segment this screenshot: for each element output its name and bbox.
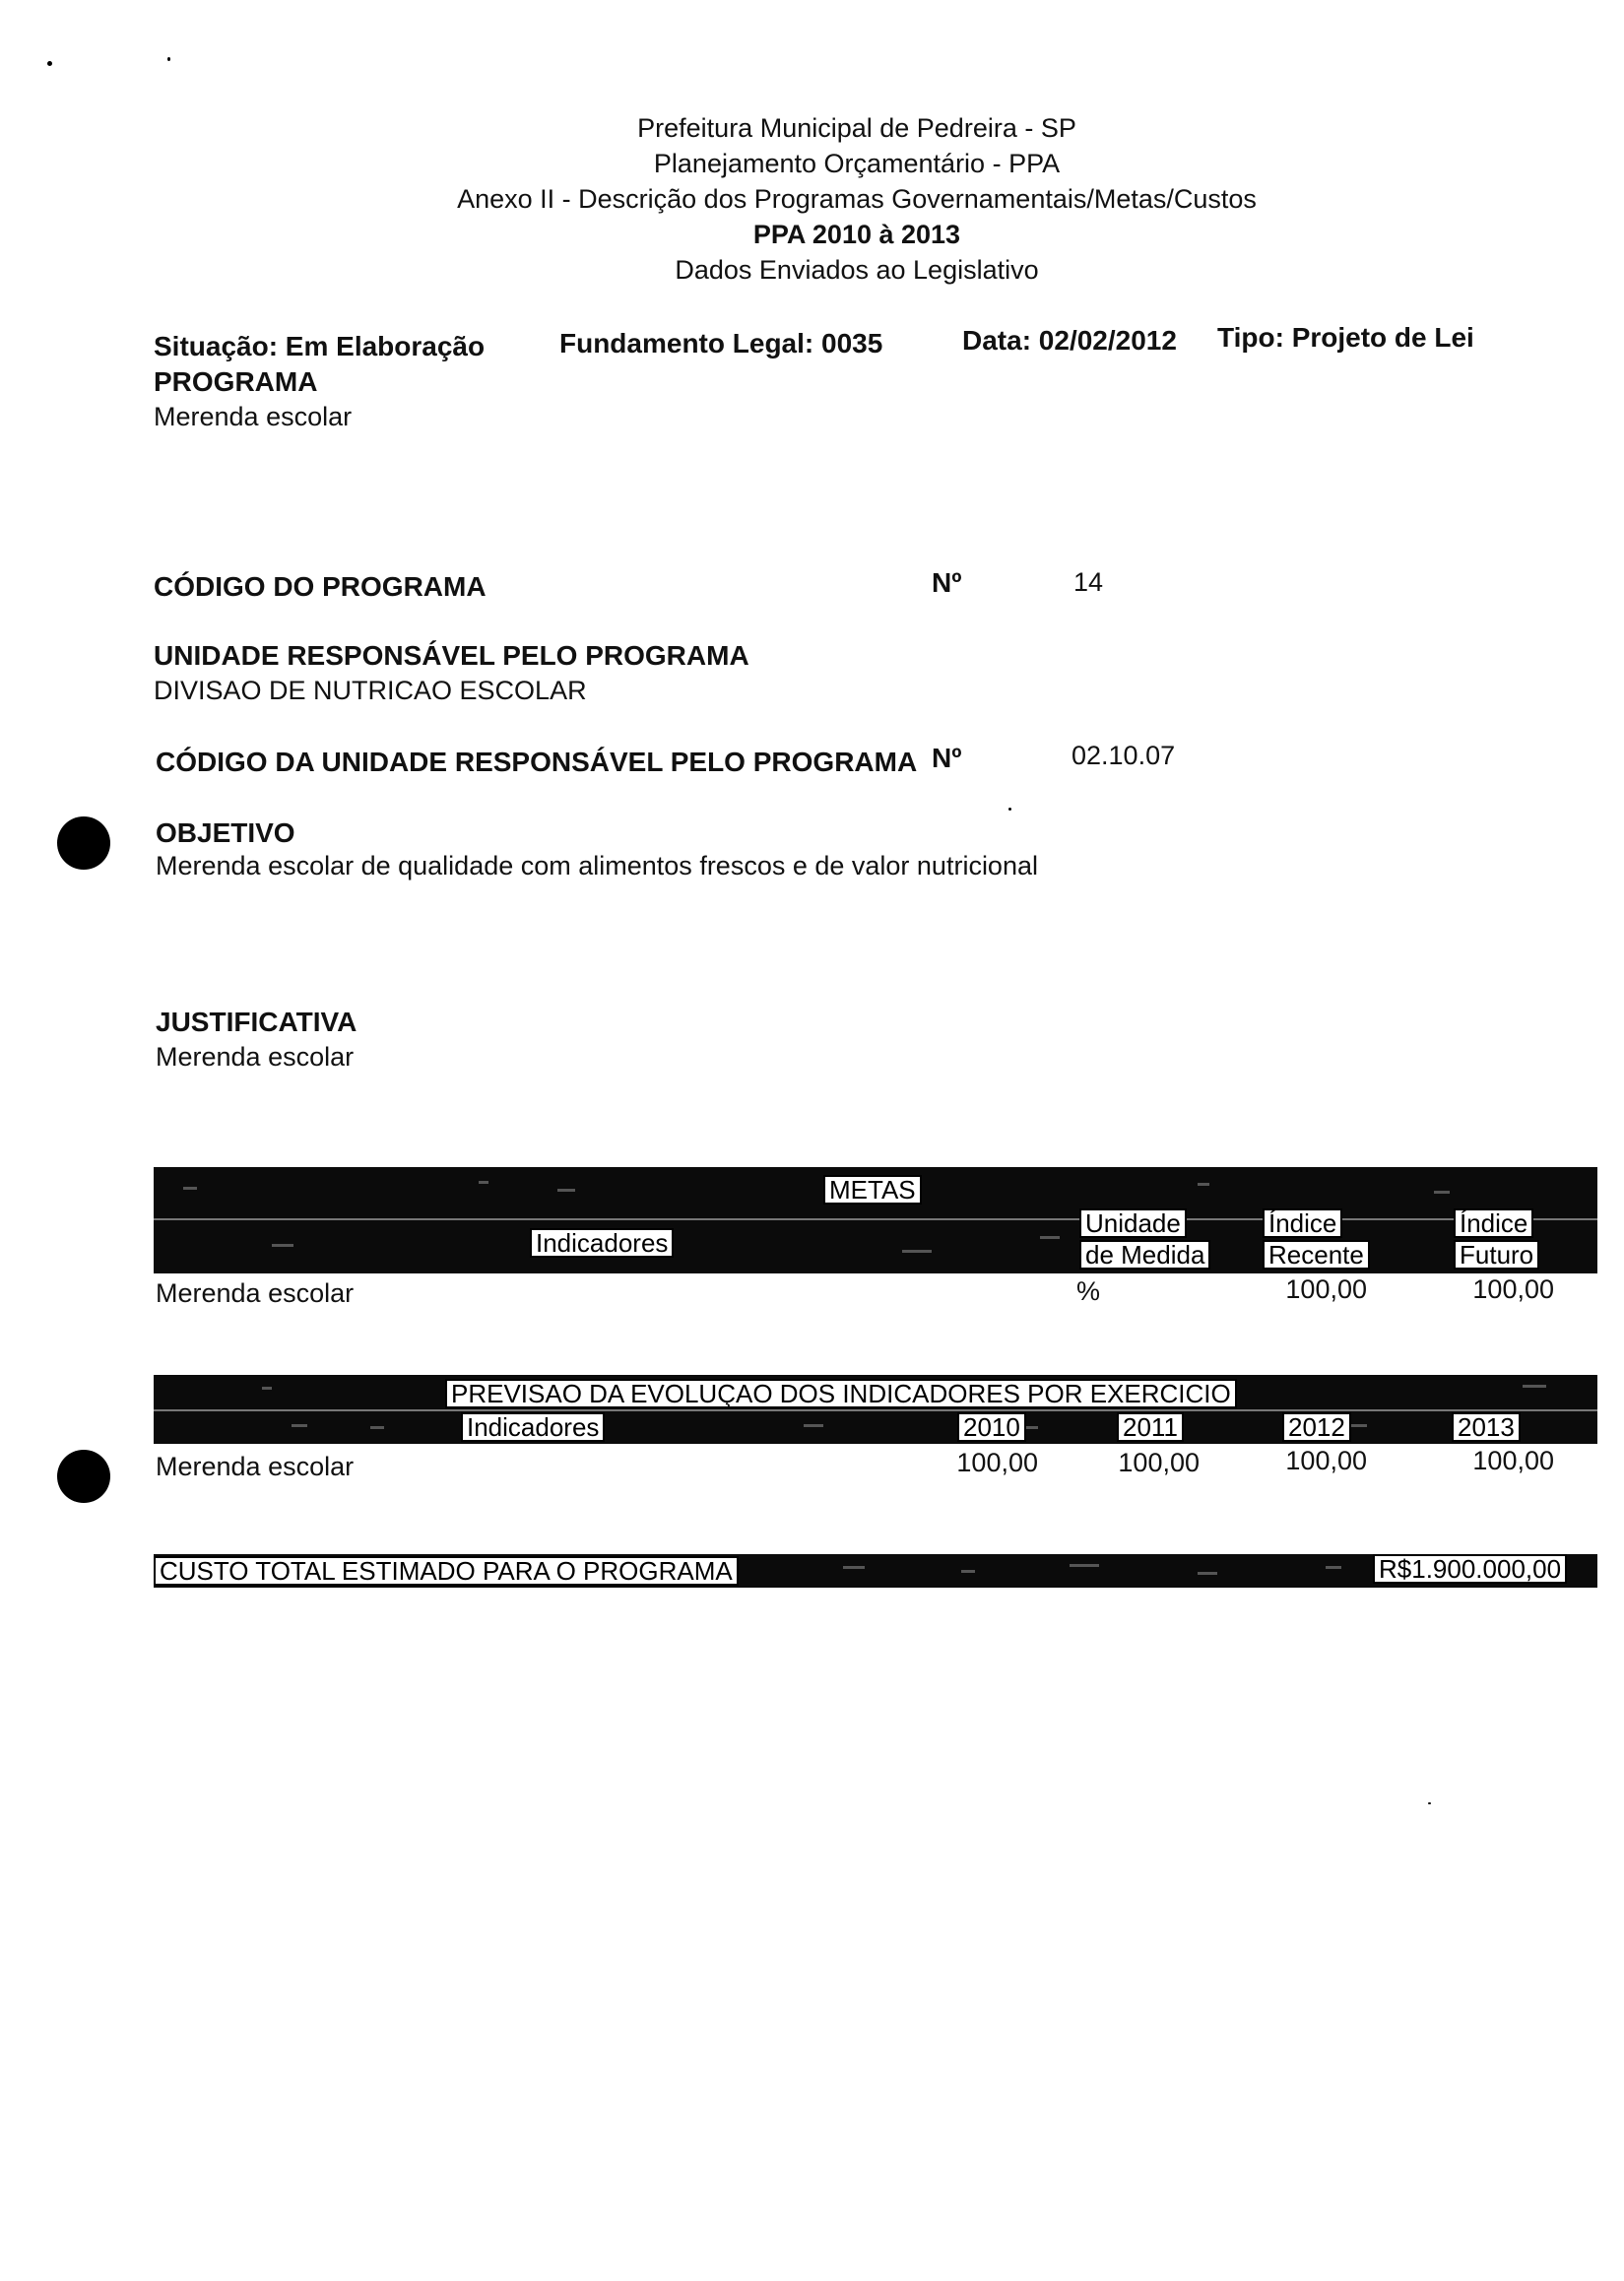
previsao-row-2012: 100,00: [1285, 1446, 1367, 1475]
metas-row-indicador: Merenda escolar: [156, 1278, 355, 1308]
scan-mark: [167, 57, 170, 61]
metas-col-futuro-1: Índice: [1454, 1208, 1533, 1238]
metas-col-recente-1: Índice: [1263, 1208, 1342, 1238]
fundamento-legal: Fundamento Legal: 0035: [559, 328, 883, 358]
previsao-year-2012: 2012: [1282, 1412, 1351, 1442]
metas-row-futuro: 100,00: [1472, 1274, 1554, 1304]
objetivo-value: Merenda escolar de qualidade com alimentos frescos e de valor nutricional: [156, 851, 1038, 880]
codigo-programa-value: 14: [1073, 567, 1104, 597]
custo-value: R$1.900.000,00: [1373, 1554, 1567, 1584]
punch-hole: [57, 1450, 110, 1503]
previsao-row-2011: 100,00: [1118, 1448, 1200, 1477]
previsao-title: PREVISAO DA EVOLUÇAO DOS INDICADORES POR EXERCICIO: [445, 1379, 1237, 1408]
header-line-4: PPA 2010 à 2013: [752, 220, 961, 249]
previsao-col-indicadores: Indicadores: [461, 1412, 605, 1442]
header-line-5: Dados Enviados ao Legislativo: [675, 255, 1039, 285]
justificativa-value: Merenda escolar: [156, 1042, 355, 1072]
previsao-year-2011: 2011: [1117, 1412, 1184, 1442]
codigo-unidade-n-label: Nº: [932, 743, 962, 773]
codigo-unidade-value: 02.10.07: [1072, 741, 1176, 770]
metas-col-futuro-2: Futuro: [1454, 1240, 1539, 1270]
metas-col-unidade-1: Unidade: [1079, 1208, 1187, 1238]
situacao: Situação: Em Elaboração: [154, 331, 486, 361]
metas-row-unidade: %: [1076, 1276, 1101, 1306]
header-line-1: Prefeitura Municipal de Pedreira - SP: [637, 113, 1076, 143]
previsao-row-2010: 100,00: [956, 1448, 1038, 1477]
metas-row-recente: 100,00: [1285, 1274, 1367, 1304]
scan-mark: [1008, 808, 1011, 811]
punch-hole: [57, 816, 110, 870]
programa-label: PROGRAMA: [154, 366, 318, 397]
metas-col-unidade-2: de Medida: [1079, 1240, 1210, 1270]
unidade-label: UNIDADE RESPONSÁVEL PELO PROGRAMA: [154, 640, 749, 671]
previsao-header-bar: [154, 1375, 1597, 1444]
metas-title: METAS: [823, 1175, 922, 1205]
scan-mark: [47, 61, 52, 66]
codigo-unidade-label: CÓDIGO DA UNIDADE RESPONSÁVEL PELO PROGRAMA: [156, 747, 918, 777]
header-line-2: Planejamento Orçamentário - PPA: [653, 149, 1061, 178]
unidade-value: DIVISAO DE NUTRICAO ESCOLAR: [154, 676, 587, 705]
codigo-programa-n-label: Nº: [932, 567, 962, 598]
previsao-row-indicador: Merenda escolar: [156, 1452, 355, 1481]
custo-label: CUSTO TOTAL ESTIMADO PARA O PROGRAMA: [154, 1556, 739, 1586]
justificativa-label: JUSTIFICATIVA: [156, 1007, 357, 1037]
programa-value: Merenda escolar: [154, 402, 353, 431]
tipo: Tipo: Projeto de Lei: [1217, 322, 1474, 353]
previsao-year-2013: 2013: [1452, 1412, 1521, 1442]
previsao-row-2013: 100,00: [1472, 1446, 1554, 1475]
metas-col-recente-2: Recente: [1263, 1240, 1370, 1270]
header-line-3: Anexo II - Descrição dos Programas Governamentais/Metas/Custos: [457, 184, 1257, 214]
metas-col-indicadores: Indicadores: [530, 1228, 674, 1258]
custo-bar: [154, 1554, 1597, 1588]
previsao-year-2010: 2010: [957, 1412, 1026, 1442]
data: Data: 02/02/2012: [962, 325, 1177, 356]
metas-header-bar: [154, 1167, 1597, 1273]
objetivo-label: OBJETIVO: [156, 817, 295, 848]
codigo-programa-label: CÓDIGO DO PROGRAMA: [154, 571, 487, 602]
scan-mark: [1428, 1802, 1431, 1804]
